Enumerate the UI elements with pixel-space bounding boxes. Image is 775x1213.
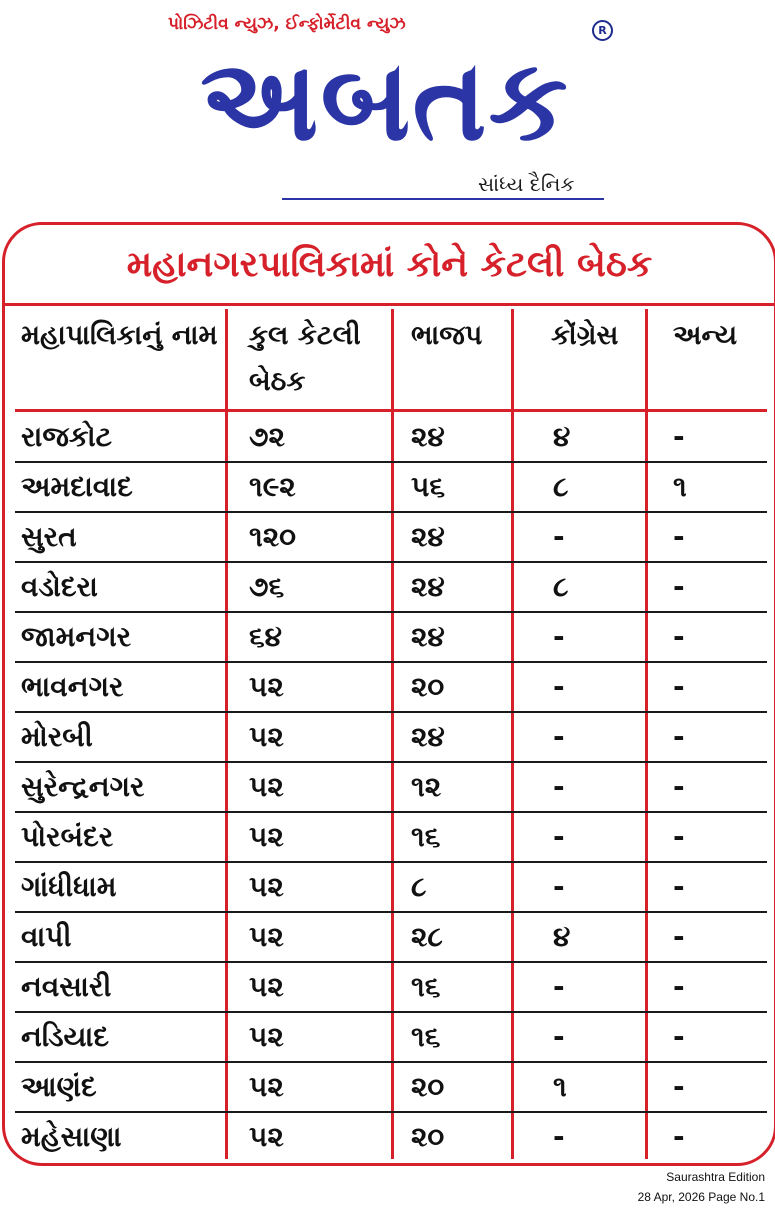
bjp-seats-cell: ૨૪ <box>411 520 445 553</box>
total-seats-cell: ૫૨ <box>249 720 284 753</box>
total-seats-cell: ૫૨ <box>249 920 284 953</box>
total-seats-cell: ૬૪ <box>249 620 283 653</box>
bjp-seats-cell: ૮ <box>411 870 427 903</box>
congress-seats-cell: - <box>553 820 565 853</box>
congress-seats-cell: ૧ <box>553 1070 567 1103</box>
congress-seats-cell: ૮ <box>553 470 569 503</box>
results-table-box <box>2 222 775 1166</box>
masthead <box>0 0 775 215</box>
total-seats-cell: ૫૨ <box>249 1070 284 1103</box>
column-divider <box>225 309 228 1159</box>
header-corporation-name: મહાપાલિકાનું નામ <box>21 320 218 351</box>
bjp-seats-cell: ૫૬ <box>411 470 446 503</box>
corporation-name-cell: નવસારી <box>21 970 112 1003</box>
corporation-name-cell: પોરબંદર <box>21 820 114 853</box>
column-divider <box>391 309 394 1159</box>
corporation-name-cell: વડોદરા <box>21 570 98 603</box>
masthead-subtitle: સાંધ્ય દૈનિક <box>478 172 575 196</box>
others-seats-cell: - <box>673 770 685 803</box>
corporation-name-cell: સુરત <box>21 520 77 553</box>
total-seats-cell: ૧૯૨ <box>249 470 296 503</box>
bjp-seats-cell: ૧૬ <box>411 1020 441 1053</box>
logo-underline <box>282 198 604 200</box>
edition-label: Saurashtra Edition <box>666 1170 765 1184</box>
corporation-name-cell: નડિયાદ <box>21 1020 110 1053</box>
bjp-seats-cell: ૧૨ <box>411 770 442 803</box>
congress-seats-cell: - <box>553 520 565 553</box>
congress-seats-cell: ૮ <box>553 570 569 603</box>
column-divider <box>645 309 648 1159</box>
bjp-seats-cell: ૨૮ <box>411 920 443 953</box>
table-title: મહાનગરપાલિકામાં કોને કેટલી બેઠક <box>126 244 653 285</box>
bjp-seats-cell: ૨૦ <box>411 1070 445 1103</box>
corporation-name-cell: મહેસાણા <box>21 1120 122 1153</box>
others-seats-cell: - <box>673 970 685 1003</box>
newspaper-logo: અબતક <box>200 36 570 166</box>
congress-seats-cell: - <box>553 970 565 1003</box>
total-seats-cell: ૫૨ <box>249 870 284 903</box>
total-seats-cell: ૫૨ <box>249 970 284 1003</box>
others-seats-cell: - <box>673 620 685 653</box>
others-seats-cell: - <box>673 520 685 553</box>
corporation-name-cell: જામનગર <box>21 620 132 653</box>
total-seats-cell: ૫૨ <box>249 1020 284 1053</box>
tagline: પોઝિટીવ ન્યુઝ, ઈન્ફોર્મેટીવ ન્યુઝ <box>168 14 406 34</box>
others-seats-cell: ૧ <box>673 470 687 503</box>
others-seats-cell: - <box>673 1120 685 1153</box>
corporation-name-cell: અમદાવાદ <box>21 470 133 503</box>
total-seats-cell: ૭૨ <box>249 420 285 453</box>
others-seats-cell: - <box>673 870 685 903</box>
others-seats-cell: - <box>673 420 685 453</box>
corporation-name-cell: સુરેન્દ્રનગર <box>21 770 145 803</box>
date-page-label: 28 Apr, 2026 Page No.1 <box>637 1190 765 1204</box>
others-seats-cell: - <box>673 1070 685 1103</box>
bjp-seats-cell: ૨૪ <box>411 620 445 653</box>
others-seats-cell: - <box>673 670 685 703</box>
congress-seats-cell: - <box>553 620 565 653</box>
congress-seats-cell: - <box>553 870 565 903</box>
header-total-seats: કુલ કેટલી બેઠક <box>249 320 361 397</box>
corporation-name-cell: વાપી <box>21 920 72 953</box>
corporation-name-cell: મોરબી <box>21 720 93 753</box>
header-congress: કોંગ્રેસ <box>551 320 619 351</box>
total-seats-cell: ૭૬ <box>249 570 285 603</box>
congress-seats-cell: - <box>553 1120 565 1153</box>
others-seats-cell: - <box>673 820 685 853</box>
others-seats-cell: - <box>673 920 685 953</box>
others-seats-cell: - <box>673 720 685 753</box>
congress-seats-cell: ૪ <box>553 420 571 453</box>
total-seats-cell: ૫૨ <box>249 770 284 803</box>
corporation-name-cell: ગાંધીધામ <box>21 870 117 903</box>
bjp-seats-cell: ૨૪ <box>411 420 445 453</box>
bjp-seats-cell: ૨૪ <box>411 570 445 603</box>
congress-seats-cell: - <box>553 670 565 703</box>
congress-seats-cell: - <box>553 720 565 753</box>
header-others: અન્ય <box>673 320 738 351</box>
bjp-seats-cell: ૨૦ <box>411 670 445 703</box>
corporation-name-cell: ભાવનગર <box>21 670 124 703</box>
header-divider <box>15 409 767 412</box>
total-seats-cell: ૫૨ <box>249 820 284 853</box>
congress-seats-cell: - <box>553 1020 565 1053</box>
column-divider <box>511 309 514 1159</box>
congress-seats-cell: ૪ <box>553 920 571 953</box>
header-bjp: ભાજપ <box>411 320 483 351</box>
total-seats-cell: ૧૨૦ <box>249 520 297 553</box>
total-seats-cell: ૫૨ <box>249 1120 284 1153</box>
corporation-name-cell: આણંદ <box>21 1070 97 1103</box>
bjp-seats-cell: ૨૦ <box>411 1120 445 1153</box>
title-divider <box>5 303 774 306</box>
congress-seats-cell: - <box>553 770 565 803</box>
bjp-seats-cell: ૨૪ <box>411 720 445 753</box>
others-seats-cell: - <box>673 1020 685 1053</box>
others-seats-cell: - <box>673 570 685 603</box>
total-seats-cell: ૫૨ <box>249 670 284 703</box>
bjp-seats-cell: ૧૬ <box>411 820 441 853</box>
bjp-seats-cell: ૧૬ <box>411 970 441 1003</box>
corporation-name-cell: રાજકોટ <box>21 420 112 453</box>
registered-mark-icon: R <box>592 20 613 41</box>
